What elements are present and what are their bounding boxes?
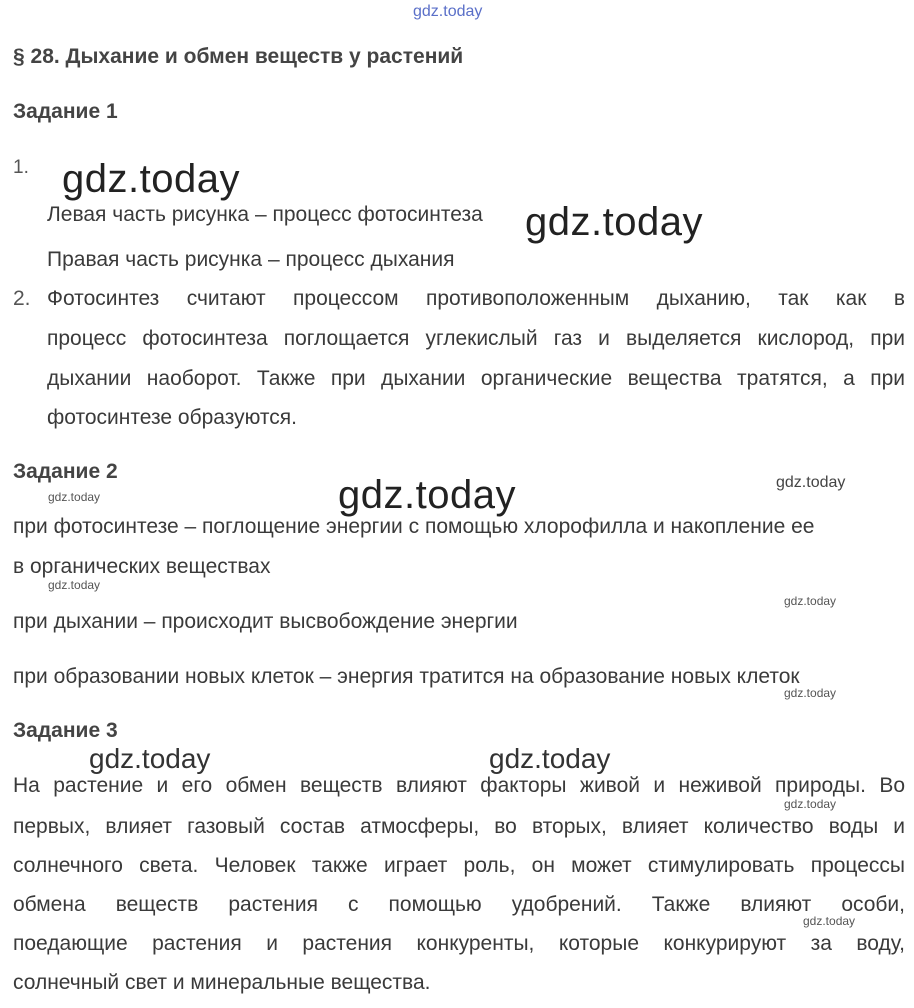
task2-heading: Задание 2 [13, 460, 118, 483]
task3-line6: солнечный свет и минеральные вещества. [13, 971, 431, 994]
watermark-medium-1: gdz.today [89, 743, 211, 774]
watermark-big-2: gdz.today [525, 200, 703, 244]
watermark-tiny-2: gdz.today [48, 578, 101, 592]
task1-item1-number: 1. [13, 157, 29, 178]
task3-line4: обмена веществ растения с помощью удобрений. Также влияют особи, [13, 893, 905, 916]
task3-line5: поедающие растения и растения конкуренты, которые конкурируют за воду, [13, 932, 905, 955]
task1-item2-number: 2. [13, 287, 31, 310]
watermark-tiny-1: gdz.today [48, 490, 101, 504]
watermark-tiny-6: gdz.today [803, 914, 856, 928]
task1-item1-line1: Левая часть рисунка – процесс фотосинтеза [47, 203, 483, 226]
task3-line1: На растение и его обмен веществ влияют факторы живой и неживой природы. Во [13, 774, 905, 797]
task2-line3: при дыхании – происходит высвобождение энергии [13, 610, 518, 633]
task2-line1: при фотосинтезе – поглощение энергии с помощью хлорофилла и накопление ее [13, 515, 815, 538]
task3-line3: солнечного света. Человек также играет роль, он может стимулировать процессы [13, 854, 905, 877]
top-watermark-logo: gdz.today [413, 3, 483, 20]
task1-item2-line2: процесс фотосинтеза поглощается углекислый газ и выделяется кислород, при [47, 327, 905, 350]
page-title: § 28. Дыхание и обмен веществ у растений [13, 45, 464, 68]
task1-item2-line1: Фотосинтез считают процессом противоположенным дыханию, так как в [47, 287, 905, 310]
watermark-big-3: gdz.today [338, 473, 516, 517]
task1-item2-line3: дыхании наоборот. Также при дыхании органические вещества тратятся, а при [47, 367, 905, 390]
task2-line4: при образовании новых клеток – энергия тратится на образование новых клеток [13, 665, 800, 688]
watermark-tiny-5: gdz.today [784, 797, 837, 811]
watermark-tiny-3: gdz.today [784, 594, 837, 608]
watermark-tiny-4: gdz.today [784, 686, 837, 700]
watermark-medium-2: gdz.today [489, 743, 611, 774]
task1-heading: Задание 1 [13, 100, 118, 123]
task1-item1-line2: Правая часть рисунка – процесс дыхания [47, 248, 455, 271]
task1-item2-line4: фотосинтезе образуются. [47, 406, 297, 429]
task3-line2: первых, влияет газовый состав атмосферы, во вторых, влияет количество воды и [13, 815, 905, 838]
watermark-small-1: gdz.today [776, 474, 846, 491]
task2-line2: в органических веществах [13, 555, 271, 578]
watermark-big-1: gdz.today [62, 157, 240, 201]
task3-heading: Задание 3 [13, 719, 118, 742]
